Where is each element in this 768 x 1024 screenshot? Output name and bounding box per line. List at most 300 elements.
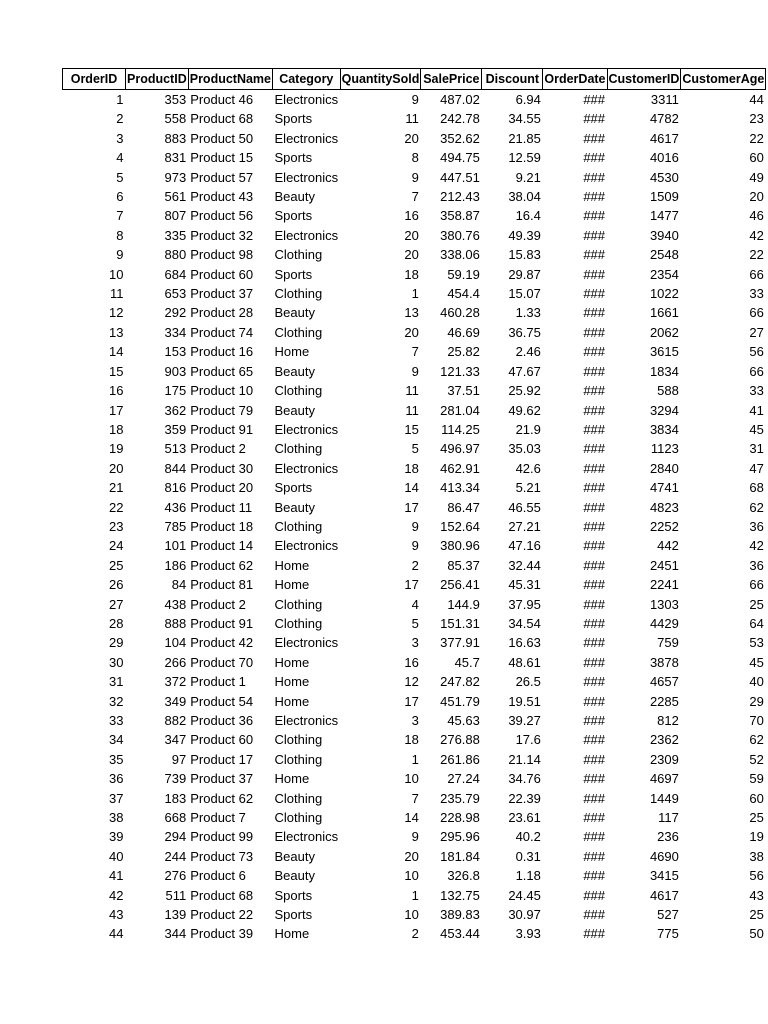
cell-customer-age[interactable]: 42 xyxy=(749,538,764,554)
cell-customer-id[interactable]: 812 xyxy=(657,713,679,728)
cell-order-date[interactable]: ### xyxy=(583,713,606,728)
cell-customer-age[interactable]: 25 xyxy=(749,596,764,612)
cell-discount[interactable]: 1.18 xyxy=(515,868,541,884)
cell-category[interactable]: Electronics xyxy=(274,713,339,728)
cell-quantity-sold[interactable]: 9 xyxy=(411,92,419,107)
cell-category[interactable]: Beauty xyxy=(274,305,315,321)
cell-customer-id[interactable]: 2252 xyxy=(649,518,679,534)
cell-customer-id[interactable]: 1449 xyxy=(649,790,679,806)
header-quantitysold[interactable]: QuantitySold xyxy=(340,69,421,90)
cell-order-id[interactable]: 11 xyxy=(110,286,124,302)
cell-customer-age[interactable]: 56 xyxy=(749,344,764,360)
cell-discount[interactable]: 42.6 xyxy=(515,460,541,476)
cell-customer-id[interactable]: 3940 xyxy=(649,227,679,243)
cell-customer-id[interactable]: 3878 xyxy=(649,654,679,670)
cell-customer-age[interactable]: 59 xyxy=(749,771,764,787)
cell-order-date[interactable]: ### xyxy=(583,635,606,651)
cell-order-id[interactable]: 14 xyxy=(109,344,124,360)
cell-order-date[interactable]: ### xyxy=(583,480,606,496)
cell-order-id[interactable]: 36 xyxy=(109,771,124,787)
cell-sale-price[interactable]: 380.76 xyxy=(440,227,480,243)
cell-discount[interactable]: 22.39 xyxy=(508,790,541,806)
cell-product-name[interactable]: Product 18 xyxy=(190,518,254,534)
cell-order-id[interactable]: 28 xyxy=(109,615,124,631)
cell-customer-age[interactable]: 31 xyxy=(749,441,764,457)
cell-quantity-sold[interactable]: 7 xyxy=(411,344,419,360)
cell-sale-price[interactable]: 494.75 xyxy=(440,150,480,166)
cell-product-id[interactable]: 347 xyxy=(164,732,187,748)
cell-product-id[interactable]: 292 xyxy=(164,305,187,321)
cell-quantity-sold[interactable]: 11 xyxy=(405,383,419,399)
cell-product-name[interactable]: Product 65 xyxy=(190,363,254,379)
cell-product-id[interactable]: 186 xyxy=(164,557,187,573)
cell-customer-id[interactable]: 1303 xyxy=(649,596,679,612)
cell-customer-age[interactable]: 50 xyxy=(749,926,764,942)
cell-product-id[interactable]: 101 xyxy=(164,538,187,554)
cell-sale-price[interactable]: 121.33 xyxy=(440,363,480,379)
cell-product-id[interactable]: 739 xyxy=(164,771,187,787)
cell-quantity-sold[interactable]: 11 xyxy=(405,402,419,418)
cell-product-id[interactable]: 353 xyxy=(164,92,187,107)
cell-customer-age[interactable]: 44 xyxy=(749,92,764,107)
cell-product-name[interactable]: Product 2 xyxy=(190,596,246,612)
cell-product-id[interactable]: 558 xyxy=(164,111,187,127)
cell-category[interactable]: Clothing xyxy=(274,286,323,302)
cell-product-name[interactable]: Product 68 xyxy=(190,111,254,127)
cell-discount[interactable]: 49.39 xyxy=(508,227,541,243)
cell-order-date[interactable]: ### xyxy=(583,829,606,845)
cell-discount[interactable]: 21.14 xyxy=(508,751,541,767)
cell-sale-price[interactable]: 487.02 xyxy=(440,92,480,107)
cell-quantity-sold[interactable]: 16 xyxy=(404,654,419,670)
cell-discount[interactable]: 9.21 xyxy=(515,169,541,185)
cell-product-id[interactable]: 266 xyxy=(164,654,187,670)
cell-order-id[interactable]: 2 xyxy=(116,111,124,127)
cell-quantity-sold[interactable]: 11 xyxy=(405,111,419,127)
cell-product-name[interactable]: Product 11 xyxy=(190,499,253,515)
cell-quantity-sold[interactable]: 20 xyxy=(404,247,419,263)
cell-customer-age[interactable]: 66 xyxy=(749,305,764,321)
cell-customer-age[interactable]: 70 xyxy=(749,713,764,728)
cell-order-id[interactable]: 33 xyxy=(109,713,124,728)
cell-sale-price[interactable]: 228.98 xyxy=(440,810,480,826)
cell-category[interactable]: Electronics xyxy=(274,460,339,476)
cell-discount[interactable]: 21.85 xyxy=(508,130,541,146)
cell-category[interactable]: Clothing xyxy=(274,751,323,767)
cell-order-date[interactable]: ### xyxy=(583,868,606,884)
cell-product-name[interactable]: Product 46 xyxy=(190,92,254,107)
cell-order-date[interactable]: ### xyxy=(583,693,606,709)
cell-order-date[interactable]: ### xyxy=(583,538,606,554)
cell-customer-age[interactable]: 33 xyxy=(749,286,764,302)
cell-quantity-sold[interactable]: 15 xyxy=(404,421,419,437)
cell-product-name[interactable]: Product 2 xyxy=(190,441,246,457)
cell-discount[interactable]: 40.2 xyxy=(515,829,541,845)
cell-product-name[interactable]: Product 15 xyxy=(190,150,254,166)
cell-category[interactable]: Clothing xyxy=(274,732,323,748)
cell-product-id[interactable]: 349 xyxy=(164,693,187,709)
cell-sale-price[interactable]: 212.43 xyxy=(440,189,480,205)
cell-customer-id[interactable]: 588 xyxy=(657,383,679,399)
cell-order-date[interactable]: ### xyxy=(583,305,606,321)
cell-product-id[interactable]: 513 xyxy=(164,441,187,457)
cell-quantity-sold[interactable]: 20 xyxy=(404,227,419,243)
cell-order-id[interactable]: 19 xyxy=(109,441,124,457)
cell-quantity-sold[interactable]: 13 xyxy=(404,305,419,321)
cell-order-date[interactable]: ### xyxy=(583,732,606,748)
cell-category[interactable]: Sports xyxy=(274,907,313,923)
cell-customer-age[interactable]: 25 xyxy=(749,907,764,923)
cell-order-id[interactable]: 18 xyxy=(109,421,124,437)
cell-category[interactable]: Clothing xyxy=(274,383,323,399)
cell-discount[interactable]: 39.27 xyxy=(508,713,541,728)
cell-category[interactable]: Sports xyxy=(274,111,313,127)
cell-order-id[interactable]: 10 xyxy=(109,266,124,282)
cell-discount[interactable]: 24.45 xyxy=(508,887,541,903)
cell-discount[interactable]: 30.97 xyxy=(508,907,541,923)
cell-order-date[interactable]: ### xyxy=(583,518,606,534)
cell-category[interactable]: Beauty xyxy=(274,363,315,379)
cell-sale-price[interactable]: 181.84 xyxy=(440,848,480,864)
cell-product-id[interactable]: 831 xyxy=(164,150,187,166)
cell-product-id[interactable]: 882 xyxy=(164,713,187,728)
cell-quantity-sold[interactable]: 5 xyxy=(411,441,419,457)
cell-product-id[interactable]: 294 xyxy=(164,829,187,845)
cell-quantity-sold[interactable]: 10 xyxy=(404,771,419,787)
cell-product-name[interactable]: Product 54 xyxy=(190,693,254,709)
cell-sale-price[interactable]: 144.9 xyxy=(447,596,480,612)
cell-product-name[interactable]: Product 36 xyxy=(190,713,254,728)
cell-quantity-sold[interactable]: 9 xyxy=(411,169,419,185)
cell-discount[interactable]: 32.44 xyxy=(508,557,541,573)
cell-discount[interactable]: 25.92 xyxy=(508,383,541,399)
cell-order-date[interactable]: ### xyxy=(583,227,606,243)
cell-quantity-sold[interactable]: 9 xyxy=(411,518,419,534)
cell-sale-price[interactable]: 86.47 xyxy=(447,499,480,515)
cell-customer-id[interactable]: 2285 xyxy=(649,693,679,709)
cell-product-name[interactable]: Product 32 xyxy=(190,227,254,243)
cell-sale-price[interactable]: 45.63 xyxy=(447,713,480,728)
cell-quantity-sold[interactable]: 3 xyxy=(411,713,419,728)
cell-discount[interactable]: 27.21 xyxy=(508,518,541,534)
cell-product-name[interactable]: Product 98 xyxy=(190,247,254,263)
cell-category[interactable]: Electronics xyxy=(274,421,339,437)
header-customerage[interactable]: CustomerAge xyxy=(681,69,766,90)
cell-order-date[interactable]: ### xyxy=(583,344,606,360)
cell-order-date[interactable]: ### xyxy=(583,324,606,340)
cell-order-date[interactable]: ### xyxy=(583,460,606,476)
cell-order-id[interactable]: 15 xyxy=(109,363,124,379)
cell-customer-age[interactable]: 40 xyxy=(749,674,764,690)
cell-product-id[interactable]: 880 xyxy=(164,247,187,263)
cell-order-id[interactable]: 44 xyxy=(109,926,124,942)
cell-customer-age[interactable]: 66 xyxy=(749,266,764,282)
cell-quantity-sold[interactable]: 18 xyxy=(404,732,419,748)
cell-customer-id[interactable]: 775 xyxy=(657,926,679,942)
cell-order-id[interactable]: 27 xyxy=(109,596,124,612)
cell-customer-id[interactable]: 4690 xyxy=(649,848,679,864)
cell-order-date[interactable]: ### xyxy=(583,674,606,690)
cell-order-id[interactable]: 37 xyxy=(109,790,124,806)
cell-customer-age[interactable]: 27 xyxy=(749,324,764,340)
cell-product-id[interactable]: 104 xyxy=(164,635,187,651)
cell-product-id[interactable]: 372 xyxy=(164,674,187,690)
cell-order-date[interactable]: ### xyxy=(583,208,606,224)
cell-customer-id[interactable]: 2309 xyxy=(649,751,679,767)
cell-customer-id[interactable]: 1661 xyxy=(649,305,679,321)
cell-customer-age[interactable]: 38 xyxy=(749,848,764,864)
cell-customer-id[interactable]: 4823 xyxy=(649,499,679,515)
cell-category[interactable]: Clothing xyxy=(274,615,323,631)
cell-product-id[interactable]: 511 xyxy=(165,887,187,903)
cell-order-id[interactable]: 16 xyxy=(109,383,124,399)
cell-customer-age[interactable]: 62 xyxy=(749,499,764,515)
cell-category[interactable]: Clothing xyxy=(274,324,323,340)
cell-customer-id[interactable]: 4657 xyxy=(649,674,679,690)
cell-category[interactable]: Electronics xyxy=(274,92,339,107)
cell-order-date[interactable]: ### xyxy=(583,790,606,806)
cell-sale-price[interactable]: 462.91 xyxy=(440,460,480,476)
cell-discount[interactable]: 15.83 xyxy=(508,247,541,263)
cell-product-name[interactable]: Product 30 xyxy=(190,460,254,476)
cell-product-name[interactable]: Product 57 xyxy=(190,169,254,185)
cell-order-date[interactable]: ### xyxy=(583,751,606,767)
cell-sale-price[interactable]: 261.86 xyxy=(440,751,480,767)
cell-quantity-sold[interactable]: 14 xyxy=(404,810,419,826)
cell-product-id[interactable]: 276 xyxy=(164,868,187,884)
cell-order-id[interactable]: 39 xyxy=(109,829,124,845)
cell-quantity-sold[interactable]: 10 xyxy=(404,868,419,884)
cell-product-id[interactable]: 175 xyxy=(164,383,187,399)
cell-quantity-sold[interactable]: 3 xyxy=(411,635,419,651)
cell-customer-id[interactable]: 442 xyxy=(657,538,679,554)
cell-customer-id[interactable]: 759 xyxy=(657,635,679,651)
cell-customer-age[interactable]: 19 xyxy=(749,829,764,845)
cell-customer-age[interactable]: 49 xyxy=(749,169,764,185)
cell-sale-price[interactable]: 326.8 xyxy=(447,868,480,884)
header-saleprice[interactable]: SalePrice xyxy=(421,69,482,90)
cell-customer-age[interactable]: 56 xyxy=(749,868,764,884)
cell-customer-id[interactable]: 4697 xyxy=(649,771,679,787)
cell-quantity-sold[interactable]: 7 xyxy=(411,189,419,205)
cell-order-date[interactable]: ### xyxy=(583,596,606,612)
cell-category[interactable]: Home xyxy=(274,771,310,787)
cell-discount[interactable]: 19.51 xyxy=(508,693,541,709)
cell-discount[interactable]: 45.31 xyxy=(508,577,541,593)
cell-order-id[interactable]: 31 xyxy=(109,674,124,690)
cell-sale-price[interactable]: 152.64 xyxy=(440,518,480,534)
cell-discount[interactable]: 16.4 xyxy=(515,208,541,224)
cell-category[interactable]: Clothing xyxy=(274,247,323,263)
cell-product-id[interactable]: 139 xyxy=(164,907,187,923)
cell-order-id[interactable]: 22 xyxy=(109,499,124,515)
cell-order-date[interactable]: ### xyxy=(583,247,606,263)
cell-category[interactable]: Electronics xyxy=(274,227,339,243)
cell-customer-age[interactable]: 62 xyxy=(749,732,764,748)
cell-product-name[interactable]: Product 60 xyxy=(190,732,254,748)
cell-customer-age[interactable]: 43 xyxy=(749,887,764,903)
cell-customer-age[interactable]: 45 xyxy=(749,421,764,437)
cell-category[interactable]: Electronics xyxy=(274,169,339,185)
cell-product-name[interactable]: Product 74 xyxy=(190,324,254,340)
cell-order-id[interactable]: 13 xyxy=(109,324,124,340)
cell-customer-id[interactable]: 2241 xyxy=(649,577,679,593)
cell-sale-price[interactable]: 242.78 xyxy=(440,111,480,127)
cell-product-name[interactable]: Product 14 xyxy=(190,538,254,554)
cell-customer-id[interactable]: 4617 xyxy=(649,887,679,903)
cell-category[interactable]: Home xyxy=(274,693,310,709)
cell-quantity-sold[interactable]: 17 xyxy=(404,499,419,515)
cell-category[interactable]: Home xyxy=(274,674,310,690)
cell-product-id[interactable]: 183 xyxy=(164,790,187,806)
cell-category[interactable]: Clothing xyxy=(274,790,323,806)
header-orderid[interactable]: OrderID xyxy=(63,69,126,90)
cell-category[interactable]: Beauty xyxy=(274,189,315,205)
cell-order-id[interactable]: 7 xyxy=(116,208,124,224)
cell-customer-id[interactable]: 4016 xyxy=(649,150,679,166)
cell-product-name[interactable]: Product 70 xyxy=(190,654,254,670)
cell-order-id[interactable]: 21 xyxy=(109,480,124,496)
cell-sale-price[interactable]: 338.06 xyxy=(440,247,480,263)
cell-customer-id[interactable]: 4429 xyxy=(649,615,679,631)
cell-quantity-sold[interactable]: 18 xyxy=(404,460,419,476)
cell-order-id[interactable]: 23 xyxy=(109,518,124,534)
cell-customer-age[interactable]: 60 xyxy=(749,150,764,166)
cell-order-date[interactable]: ### xyxy=(583,286,606,302)
cell-quantity-sold[interactable]: 1 xyxy=(411,286,419,302)
cell-product-name[interactable]: Product 62 xyxy=(190,790,254,806)
cell-sale-price[interactable]: 389.83 xyxy=(440,907,480,923)
cell-product-id[interactable]: 883 xyxy=(164,130,187,146)
cell-product-name[interactable]: Product 22 xyxy=(190,907,254,923)
cell-customer-id[interactable]: 2451 xyxy=(649,557,679,573)
cell-discount[interactable]: 5.21 xyxy=(515,480,541,496)
cell-product-id[interactable]: 244 xyxy=(164,848,187,864)
cell-product-id[interactable]: 438 xyxy=(164,596,187,612)
cell-customer-age[interactable]: 22 xyxy=(749,247,764,263)
cell-product-name[interactable]: Product 20 xyxy=(190,480,254,496)
cell-quantity-sold[interactable]: 18 xyxy=(404,266,419,282)
cell-quantity-sold[interactable]: 8 xyxy=(411,150,419,166)
cell-category[interactable]: Home xyxy=(274,577,310,593)
cell-order-date[interactable]: ### xyxy=(583,577,606,593)
cell-sale-price[interactable]: 453.44 xyxy=(440,926,480,942)
cell-order-id[interactable]: 42 xyxy=(109,887,124,903)
cell-product-name[interactable]: Product 62 xyxy=(190,557,254,573)
cell-quantity-sold[interactable]: 5 xyxy=(411,615,419,631)
cell-sale-price[interactable]: 281.04 xyxy=(440,402,480,418)
cell-customer-age[interactable]: 66 xyxy=(749,577,764,593)
header-discount[interactable]: Discount xyxy=(482,69,543,90)
cell-order-date[interactable]: ### xyxy=(583,150,606,166)
cell-customer-age[interactable]: 25 xyxy=(749,810,764,826)
cell-discount[interactable]: 48.61 xyxy=(508,654,541,670)
cell-product-id[interactable]: 816 xyxy=(164,480,187,496)
cell-order-date[interactable]: ### xyxy=(583,771,606,787)
cell-customer-id[interactable]: 117 xyxy=(658,810,679,826)
cell-customer-id[interactable]: 1834 xyxy=(649,363,679,379)
cell-product-name[interactable]: Product 16 xyxy=(190,344,254,360)
cell-sale-price[interactable]: 247.82 xyxy=(440,674,480,690)
header-productname[interactable]: ProductName xyxy=(188,69,272,90)
cell-product-name[interactable]: Product 68 xyxy=(190,887,254,903)
cell-order-id[interactable]: 25 xyxy=(109,557,124,573)
cell-order-id[interactable]: 5 xyxy=(116,169,124,185)
cell-order-id[interactable]: 6 xyxy=(116,189,124,205)
cell-customer-id[interactable]: 1022 xyxy=(649,286,679,302)
cell-sale-price[interactable]: 496.97 xyxy=(440,441,480,457)
cell-discount[interactable]: 34.54 xyxy=(508,615,541,631)
cell-product-id[interactable]: 335 xyxy=(164,227,187,243)
cell-order-id[interactable]: 34 xyxy=(109,732,124,748)
cell-quantity-sold[interactable]: 14 xyxy=(404,480,419,496)
cell-order-date[interactable]: ### xyxy=(583,266,606,282)
cell-order-id[interactable]: 30 xyxy=(109,654,124,670)
cell-category[interactable]: Electronics xyxy=(274,635,339,651)
cell-customer-id[interactable]: 2840 xyxy=(649,460,679,476)
cell-sale-price[interactable]: 25.82 xyxy=(447,344,480,360)
cell-order-date[interactable]: ### xyxy=(583,130,606,146)
cell-product-id[interactable]: 684 xyxy=(164,266,187,282)
cell-product-id[interactable]: 668 xyxy=(164,810,187,826)
cell-discount[interactable]: 23.61 xyxy=(508,810,541,826)
cell-discount[interactable]: 16.63 xyxy=(508,635,541,651)
cell-quantity-sold[interactable]: 4 xyxy=(411,596,419,612)
cell-category[interactable]: Beauty xyxy=(274,868,315,884)
cell-order-id[interactable]: 38 xyxy=(109,810,124,826)
cell-product-name[interactable]: Product 37 xyxy=(190,286,254,302)
cell-order-date[interactable]: ### xyxy=(583,926,606,942)
header-orderdate[interactable]: OrderDate xyxy=(543,69,607,90)
cell-category[interactable]: Electronics xyxy=(274,130,339,146)
cell-customer-id[interactable]: 2548 xyxy=(649,247,679,263)
cell-product-name[interactable]: Product 79 xyxy=(190,402,254,418)
cell-discount[interactable]: 3.93 xyxy=(515,926,541,942)
cell-product-id[interactable]: 362 xyxy=(164,402,187,418)
cell-quantity-sold[interactable]: 17 xyxy=(404,693,419,709)
cell-customer-id[interactable]: 3834 xyxy=(649,421,679,437)
cell-sale-price[interactable]: 276.88 xyxy=(440,732,480,748)
cell-category[interactable]: Sports xyxy=(274,266,313,282)
cell-customer-id[interactable]: 2062 xyxy=(649,324,679,340)
header-customerid[interactable]: CustomerID xyxy=(607,69,681,90)
cell-customer-age[interactable]: 36 xyxy=(749,557,764,573)
cell-product-name[interactable]: Product 60 xyxy=(190,266,254,282)
cell-order-date[interactable]: ### xyxy=(583,402,606,418)
cell-quantity-sold[interactable]: 7 xyxy=(411,790,419,806)
cell-category[interactable]: Beauty xyxy=(274,402,315,418)
cell-product-name[interactable]: Product 6 xyxy=(190,868,246,884)
cell-category[interactable]: Sports xyxy=(274,480,313,496)
cell-customer-age[interactable]: 60 xyxy=(749,790,764,806)
cell-order-date[interactable]: ### xyxy=(583,907,606,923)
cell-customer-id[interactable]: 1123 xyxy=(650,441,679,457)
cell-customer-id[interactable]: 4782 xyxy=(649,111,679,127)
cell-category[interactable]: Home xyxy=(274,654,310,670)
cell-quantity-sold[interactable]: 1 xyxy=(411,887,419,903)
cell-customer-age[interactable]: 47 xyxy=(749,460,764,476)
cell-customer-age[interactable]: 68 xyxy=(749,480,764,496)
cell-category[interactable]: Clothing xyxy=(274,518,323,534)
cell-order-date[interactable]: ### xyxy=(583,383,606,399)
cell-discount[interactable]: 26.5 xyxy=(515,674,541,690)
cell-customer-age[interactable]: 46 xyxy=(749,208,764,224)
cell-order-id[interactable]: 26 xyxy=(109,577,124,593)
cell-product-id[interactable]: 344 xyxy=(164,926,187,942)
cell-product-name[interactable]: Product 43 xyxy=(190,189,254,205)
cell-order-id[interactable]: 3 xyxy=(116,130,124,146)
cell-sale-price[interactable]: 451.79 xyxy=(440,693,480,709)
